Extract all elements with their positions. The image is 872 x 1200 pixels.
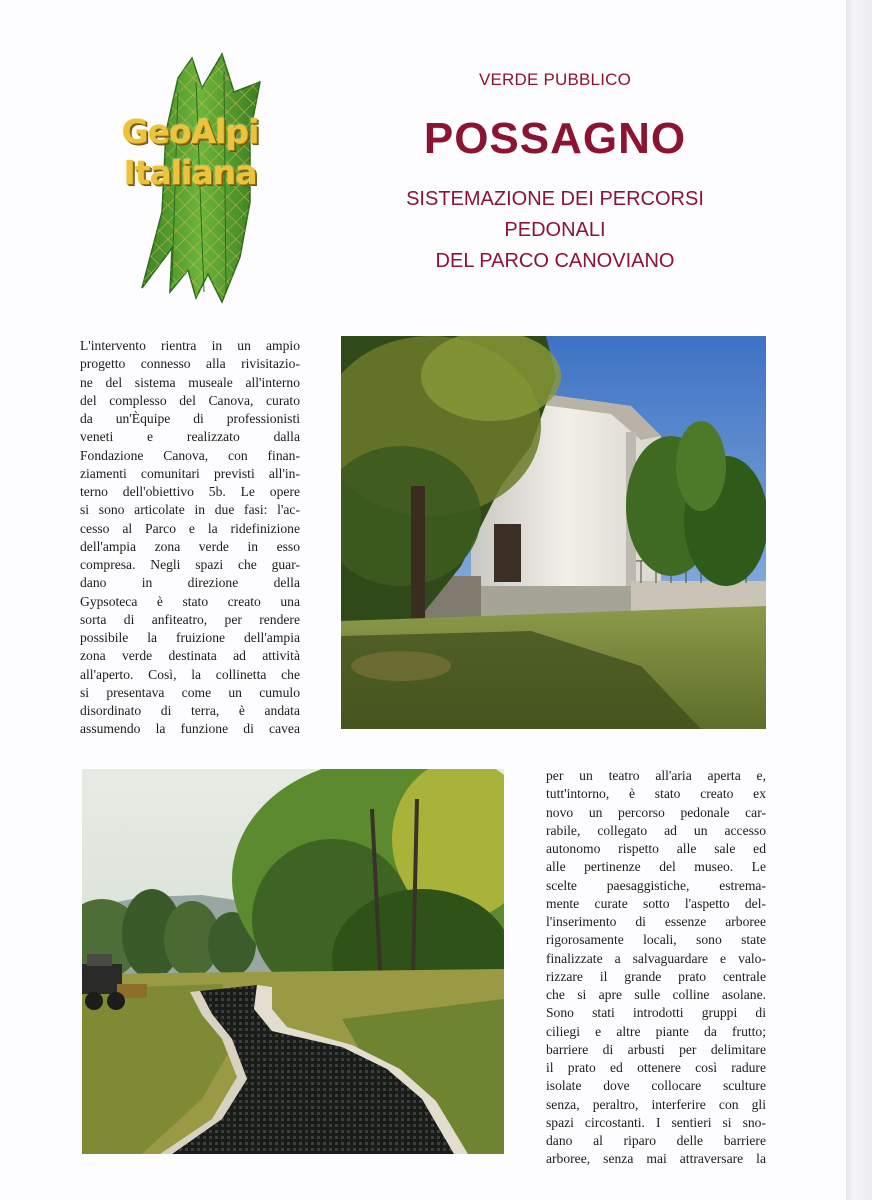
text-line: ne del sistema museale all'interno <box>80 374 300 390</box>
text-line: dell'ampia zona verde in esso <box>80 538 300 554</box>
text-line: si presentava come un cumulo <box>80 684 300 700</box>
text-line: del complesso del Canova, curato <box>80 392 300 408</box>
text-line: dano in direzione della <box>80 575 300 591</box>
subtitle-line: DEL PARCO CANOVIANO <box>435 250 675 272</box>
text-line: novo un percorso pedonale car- <box>546 804 766 820</box>
text-line: rabile, collegato ad un accesso <box>546 822 766 838</box>
text-line: scelte paesaggistiche, estrema- <box>546 877 766 893</box>
text-line: che si apre sulle colline asolane. <box>546 987 766 1002</box>
text-line: l'inserimento di essenze arboree <box>546 914 766 929</box>
subtitle-line: PEDONALI <box>504 219 606 241</box>
text-line: barriere di arbusti per delimitare <box>546 1041 766 1057</box>
photo-park-path-image <box>82 769 504 1154</box>
article-column-2 <box>546 767 766 1169</box>
text-line: autonomo rispetto alle sale ed <box>546 841 766 856</box>
subtitle <box>380 184 730 277</box>
text-line: disordinato di terra, è andata <box>80 703 300 718</box>
logo-wordmark-line2: Italiana <box>123 153 257 192</box>
subtitle-line: SISTEMAZIONE DEI PERCORSI <box>406 188 704 210</box>
text-line: veneti e realizzato dalla <box>80 429 300 445</box>
text-line: alle pertinenze del museo. Le <box>546 859 766 875</box>
photo-park-path <box>82 769 504 1154</box>
page-edge-shadow <box>846 0 872 1200</box>
text-line: progetto connesso alla rivisitazio- <box>80 356 300 372</box>
text-line: Fondazione Canova, con finan- <box>80 447 300 463</box>
text-line: il prato ed ottenere così radure <box>546 1060 766 1075</box>
text-line: compresa. Negli spazi che guar- <box>80 557 300 572</box>
text-line: spazi circostanti. I sentieri si sno- <box>546 1114 766 1130</box>
article-column-1 <box>80 337 300 739</box>
text-line: Gypsoteca è stato creato una <box>80 593 300 609</box>
photo-museum-building <box>341 336 766 729</box>
text-line: mente curate sotto l'aspetto del- <box>546 895 766 911</box>
text-line: ciliegi e altre piante da frutto; <box>546 1023 766 1039</box>
text-line: rizzare il grande prato centrale <box>546 968 766 984</box>
text-line: sorta di anfiteatro, per rendere <box>80 611 300 627</box>
text-line: si sono articolate in due fasi: l'ac- <box>80 502 300 518</box>
text-line: ziamenti comunitari previsti all'in- <box>80 465 300 481</box>
page-title: POSSAGNO <box>423 114 687 163</box>
section-label: VERDE PUBBLICO <box>478 70 632 89</box>
text-line: finalizzate a salvaguardare e valo- <box>546 950 766 966</box>
text-line: possibile la fruizione dell'ampia <box>80 630 300 645</box>
logo-wordmark-line1: GeoAlpi <box>121 112 259 151</box>
text-line: senza, peraltro, interferire con gli <box>546 1096 766 1112</box>
text-line: tutt'intorno, è stato creato ex <box>546 786 766 802</box>
text-line: zona verde destinata ad attività <box>80 648 300 664</box>
text-line: all'aperto. Così, la collinetta che <box>80 666 300 682</box>
text-line: Sono stati introdotti gruppi di <box>546 1005 766 1021</box>
text-line: L'intervento rientra in un ampio <box>80 338 300 353</box>
text-line: assumendo la funzione di cavea <box>80 721 300 737</box>
text-line: da un'Èquipe di professionisti <box>80 411 300 426</box>
text-line: per un teatro all'aria aperta e, <box>546 768 766 783</box>
photo-museum-building-image <box>341 336 766 729</box>
text-line: rigorosamente locali, sono state <box>546 932 766 948</box>
text-line: dano al riparo delle barriere <box>546 1133 766 1148</box>
text-line: arboree, senza mai attraversare la <box>546 1151 766 1167</box>
text-line: terno dell'obiettivo 5b. Le opere <box>80 484 300 499</box>
text-line: isolate dove collocare sculture <box>546 1078 766 1094</box>
text-line: cesso al Parco e la ridefinizione <box>80 520 300 536</box>
